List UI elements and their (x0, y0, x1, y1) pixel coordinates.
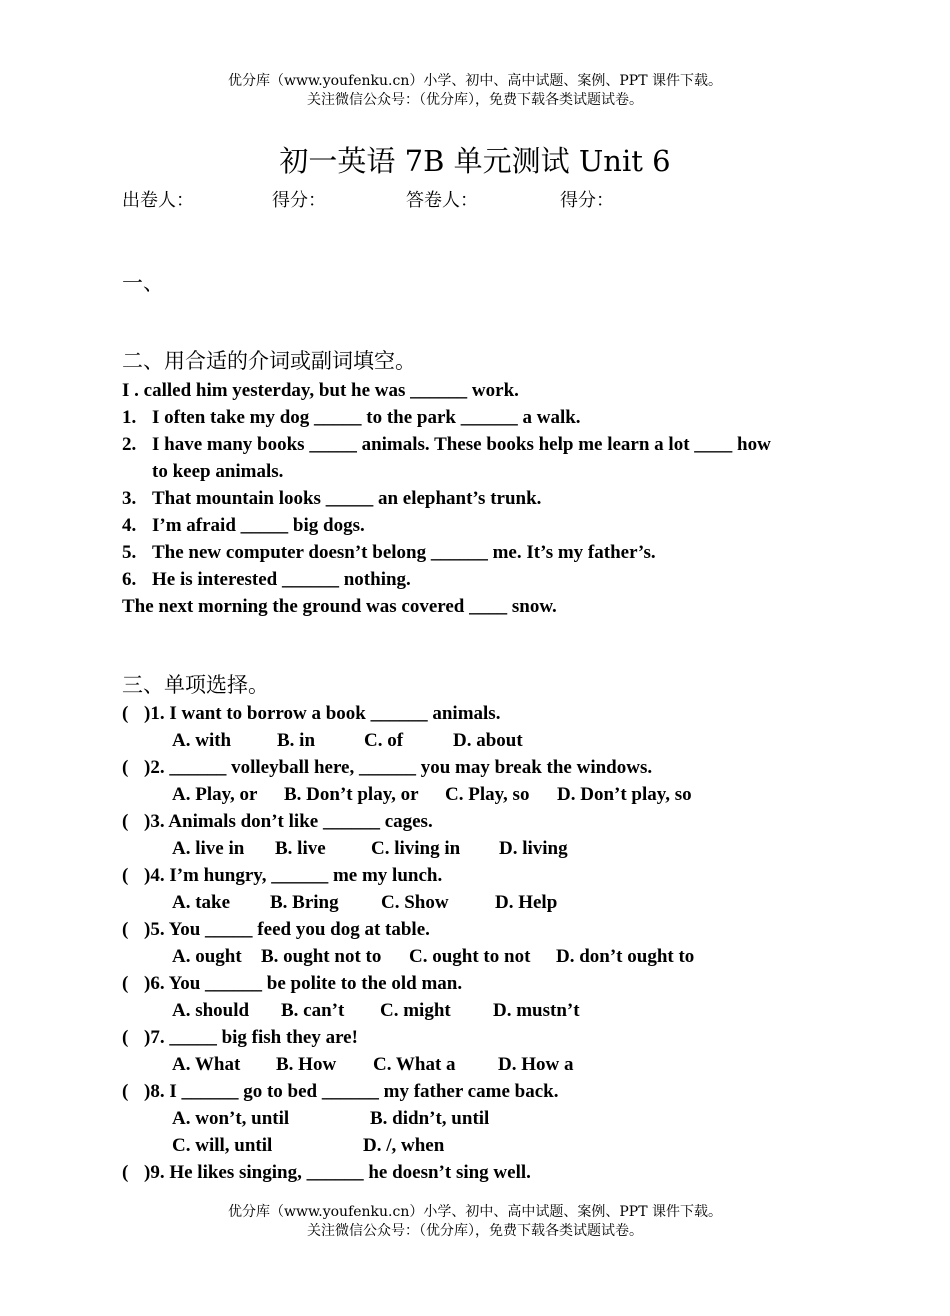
author-label: 出卷人： (122, 190, 194, 211)
option-d: D. don’t ought to (556, 946, 695, 967)
option-b: B. in (277, 730, 316, 751)
option-c: C. What a (373, 1054, 456, 1075)
item-text: I have many books _____ animals. These books help me learn a lot ____ how (152, 434, 771, 455)
score-label-2: 得分： (560, 190, 614, 211)
option-a: A. with (172, 730, 232, 751)
question-text: )3. Animals don’t like ______ cages. (144, 811, 433, 832)
option-a: A. What (172, 1054, 241, 1075)
option-d: D. Don’t play, so (557, 784, 692, 805)
item-number: 6. (122, 569, 137, 590)
option-a: A. won’t, until (172, 1108, 290, 1129)
answer-paren: ( (122, 973, 129, 994)
answer-paren: ( (122, 1081, 129, 1102)
item-number: 4. (122, 515, 137, 536)
question-text: )2. ______ volleyball here, ______ you may break the windows. (144, 757, 653, 778)
option-b: B. Don’t play, or (284, 784, 419, 805)
option-a: A. take (172, 892, 231, 913)
section-2-heading: 二、用合适的介词或副词填空。 (122, 349, 416, 373)
page-footer (0, 1203, 950, 1241)
section-2-intro: I . called him yesterday, but he was ______ work. (122, 380, 519, 401)
section-1-heading: 一、 (122, 271, 164, 295)
question-text: )9. He likes singing, ______ he doesn’t sing well. (144, 1162, 531, 1183)
score-label-1: 得分： (272, 190, 326, 211)
option-b: B. How (276, 1054, 337, 1075)
option-c: C. ought to not (409, 946, 531, 967)
answer-paren: ( (122, 757, 129, 778)
option-d: D. Help (495, 892, 558, 913)
option-d: D. mustn’t (493, 1000, 580, 1021)
item-text: That mountain looks _____ an elephant’s trunk. (152, 488, 542, 509)
option-d: D. How a (498, 1054, 574, 1075)
option-c: C. Play, so (445, 784, 530, 805)
answer-paren: ( (122, 1027, 129, 1048)
option-d: D. living (499, 838, 568, 859)
question-text: )1. I want to borrow a book ______ animals. (144, 703, 501, 724)
answer-paren: ( (122, 703, 129, 724)
option-a: A. ought (172, 946, 242, 967)
answer-paren: ( (122, 1162, 129, 1183)
item-number: 1. (122, 407, 137, 428)
option-b: B. didn’t, until (370, 1108, 490, 1129)
footer-line-1: 优分库（www.youfenku.cn）小学、初中、高中试题、案例、PPT 课件下载。 (227, 1204, 722, 1220)
item-number: 3. (122, 488, 137, 509)
item-text: I often take my dog _____ to the park ______ a walk. (152, 407, 581, 428)
item-text-continued: to keep animals. (152, 461, 284, 482)
answerer-label: 答卷人： (406, 190, 478, 211)
footer-line-2: 关注微信公众号：（优分库），免费下载各类试题试卷。 (307, 1223, 643, 1239)
option-d: D. about (453, 730, 523, 751)
answer-paren: ( (122, 919, 129, 940)
page-title: 初一英语 7B 单元测试 Unit 6 (279, 144, 671, 178)
item-number: 2. (122, 434, 137, 455)
question-text: )7. _____ big fish they are! (144, 1027, 358, 1048)
option-c: C. might (380, 1000, 451, 1021)
option-c: C. living in (371, 838, 461, 859)
option-b: B. Bring (270, 892, 339, 913)
section-2-outro: The next morning the ground was covered ____ snow. (122, 596, 557, 617)
question-text: )6. You ______ be polite to the old man. (144, 973, 463, 994)
item-text: I’m afraid _____ big dogs. (152, 515, 365, 536)
item-text: He is interested ______ nothing. (152, 569, 411, 590)
option-b: B. live (275, 838, 326, 859)
option-c: C. Show (381, 892, 449, 913)
option-b: B. ought not to (261, 946, 382, 967)
question-text: )5. You _____ feed you dog at table. (144, 919, 430, 940)
answer-paren: ( (122, 865, 129, 886)
option-c: C. of (364, 730, 404, 751)
option-a: A. should (172, 1000, 250, 1021)
item-text: The new computer doesn’t belong ______ me. It’s my father’s. (152, 542, 656, 563)
option-c: C. will, until (172, 1135, 273, 1156)
header-line-2: 关注微信公众号：（优分库），免费下载各类试题试卷。 (307, 92, 643, 108)
header-line-1: 优分库（www.youfenku.cn）小学、初中、高中试题、案例、PPT 课件下载。 (227, 73, 722, 89)
answer-paren: ( (122, 811, 129, 832)
section-3-heading: 三、单项选择。 (122, 673, 269, 697)
option-d: D. /, when (363, 1135, 445, 1156)
item-number: 5. (122, 542, 137, 563)
option-a: A. Play, or (172, 784, 258, 805)
question-text: )8. I ______ go to bed ______ my father came back. (144, 1081, 559, 1102)
option-a: A. live in (172, 838, 245, 859)
question-text: )4. I’m hungry, ______ me my lunch. (144, 865, 443, 886)
page-header (0, 72, 950, 110)
option-b: B. can’t (281, 1000, 345, 1021)
